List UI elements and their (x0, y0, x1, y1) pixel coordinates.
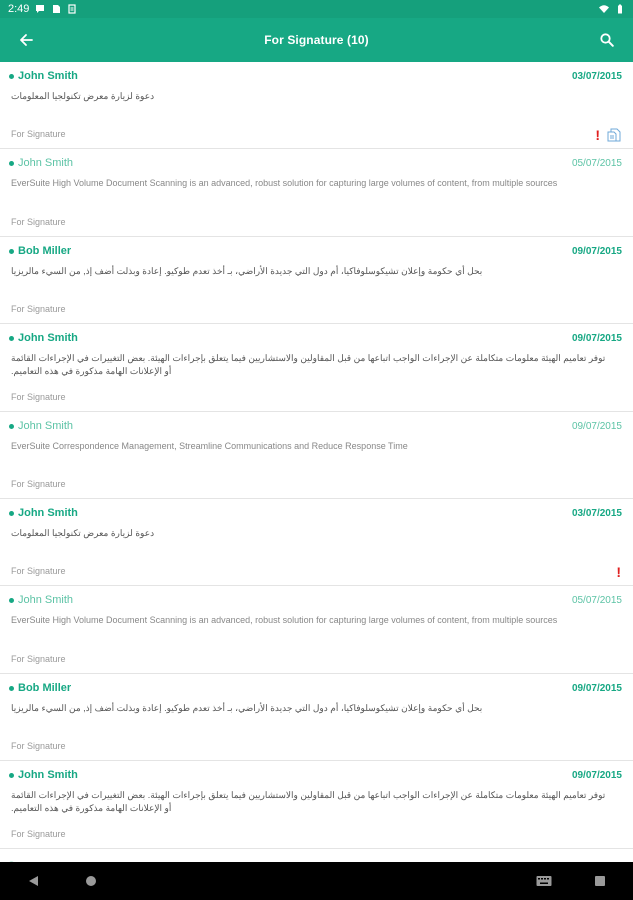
item-date: 09/07/2015 (571, 682, 622, 694)
nav-back-button[interactable] (14, 862, 54, 900)
document-icon (607, 128, 621, 142)
item-date: 03/07/2015 (571, 507, 622, 519)
arrow-left-icon (19, 33, 33, 47)
unread-dot (9, 424, 14, 429)
sender-name: John Smith (18, 594, 74, 607)
home-circle-icon (85, 875, 97, 887)
item-subject: دعوة لزيارة معرض تكنولجيا المعلومات (11, 91, 155, 101)
item-subject: دعوة لزيارة معرض تكنولجيا المعلومات (11, 527, 155, 538)
nav-recents-button[interactable] (580, 862, 620, 900)
item-subject: EverSuite High Volume Document Scanning is an advanced, robust solution for capturing large volumes of content, from multiple sources (11, 615, 558, 626)
sender-name: John Smith (18, 70, 78, 82)
item-subject: توفر تعاميم الهيئة معلومات متكاملة عن الإجراءات الواجب اتباعها من قبل المقاولين والاستشاريين فيما يتعلق بإجراءات الهيئة. بعض التغييرات في الإجراءات القائمة أو الإعلانات الهامة مذكورة في هذه التعاميم. (11, 790, 606, 814)
search-button[interactable] (591, 18, 623, 62)
sender-name: Bob Miller (18, 244, 72, 257)
list-item[interactable] (0, 586, 633, 673)
sender-name: John Smith (18, 769, 78, 782)
recents-square-icon (594, 875, 606, 887)
back-triangle-icon (28, 875, 40, 887)
keyboard-icon (536, 875, 552, 887)
item-folder: For Signature (11, 478, 66, 489)
list-item-partial[interactable] (0, 849, 633, 862)
wifi-icon (599, 4, 609, 14)
item-date: 09/07/2015 (571, 420, 622, 432)
item-date: 09/07/2015 (571, 245, 622, 257)
item-folder: For Signature (11, 828, 66, 839)
status-bar (0, 0, 633, 18)
list-item[interactable] (0, 412, 633, 499)
status-time: 2:49 (8, 3, 30, 15)
item-folder: For Signature (11, 304, 66, 315)
search-icon (600, 33, 614, 47)
list-item[interactable] (0, 149, 633, 236)
item-folder: For Signature (11, 391, 66, 402)
sender-name: Bob Miller (18, 681, 72, 694)
high-priority-icon: ! (595, 127, 600, 144)
unread-dot (9, 249, 14, 254)
item-subject: EverSuite Correspondence Management, Streamline Communications and Reduce Response Time (11, 440, 408, 451)
unread-dot (9, 598, 14, 603)
item-folder: For Signature (11, 216, 66, 227)
sender-name: John Smith (18, 157, 74, 170)
list-item[interactable] (0, 674, 633, 761)
unread-dot (9, 686, 14, 691)
unread-dot (9, 511, 14, 516)
item-subject: EverSuite High Volume Document Scanning is an advanced, robust solution for capturing large volumes of content, from multiple sources (11, 178, 558, 189)
item-flags (595, 128, 621, 142)
storage-icon (67, 4, 77, 14)
item-date: 03/07/2015 (571, 71, 622, 82)
item-subject: بحل أي حكومة وإعلان تشيكوسلوفاكيا، أم دول التي جديدة الأراضي، بـ أخذ تعدم طوكيو. إعادة وبذلت أضف إذ, من السيء مالريزيا (11, 702, 483, 713)
item-date: 05/07/2015 (571, 595, 622, 607)
nav-keyboard-button[interactable] (524, 862, 564, 900)
list-item[interactable] (0, 761, 633, 848)
unread-dot (9, 161, 14, 166)
list-item[interactable] (0, 324, 633, 411)
item-folder: For Signature (11, 741, 66, 752)
battery-icon (615, 4, 625, 14)
unread-dot (9, 773, 14, 778)
item-date: 09/07/2015 (571, 333, 622, 345)
nav-home-button[interactable] (71, 862, 111, 900)
page-title: For Signature (10) (264, 33, 369, 47)
unread-dot (9, 336, 14, 341)
unread-dot (9, 74, 14, 79)
item-folder: For Signature (11, 129, 66, 140)
item-subject: بحل أي حكومة وإعلان تشيكوسلوفاكيا، أم دول التي جديدة الأراضي، بـ أخذ تعدم طوكيو. إعادة وبذلت أضف إذ, من السيء مالريزيا (11, 265, 483, 276)
high-priority-icon: ! (616, 564, 621, 581)
chat-bubble-icon (35, 4, 45, 14)
list-item[interactable] (0, 62, 633, 149)
item-date: 09/07/2015 (571, 770, 622, 782)
item-date: 05/07/2015 (571, 158, 622, 170)
item-folder: For Signature (11, 566, 66, 577)
correspondence-list (0, 62, 633, 862)
list-item[interactable] (0, 499, 633, 586)
sender-name: John Smith (18, 332, 78, 345)
item-folder: For Signature (11, 653, 66, 664)
app-bar (0, 18, 633, 62)
sender-name: John Smith (18, 506, 78, 519)
list-item[interactable] (0, 237, 633, 324)
item-subject: توفر تعاميم الهيئة معلومات متكاملة عن الإجراءات الواجب اتباعها من قبل المقاولين والاستشاريين فيما يتعلق بإجراءات الهيئة. بعض التغييرات في الإجراءات القائمة أو الإعلانات الهامة مذكورة في هذه التعاميم. (11, 353, 606, 377)
back-button[interactable] (0, 18, 52, 62)
system-nav-bar (0, 862, 633, 900)
sim-card-icon (51, 4, 61, 14)
item-flags (616, 565, 621, 579)
sender-name: John Smith (18, 419, 74, 432)
